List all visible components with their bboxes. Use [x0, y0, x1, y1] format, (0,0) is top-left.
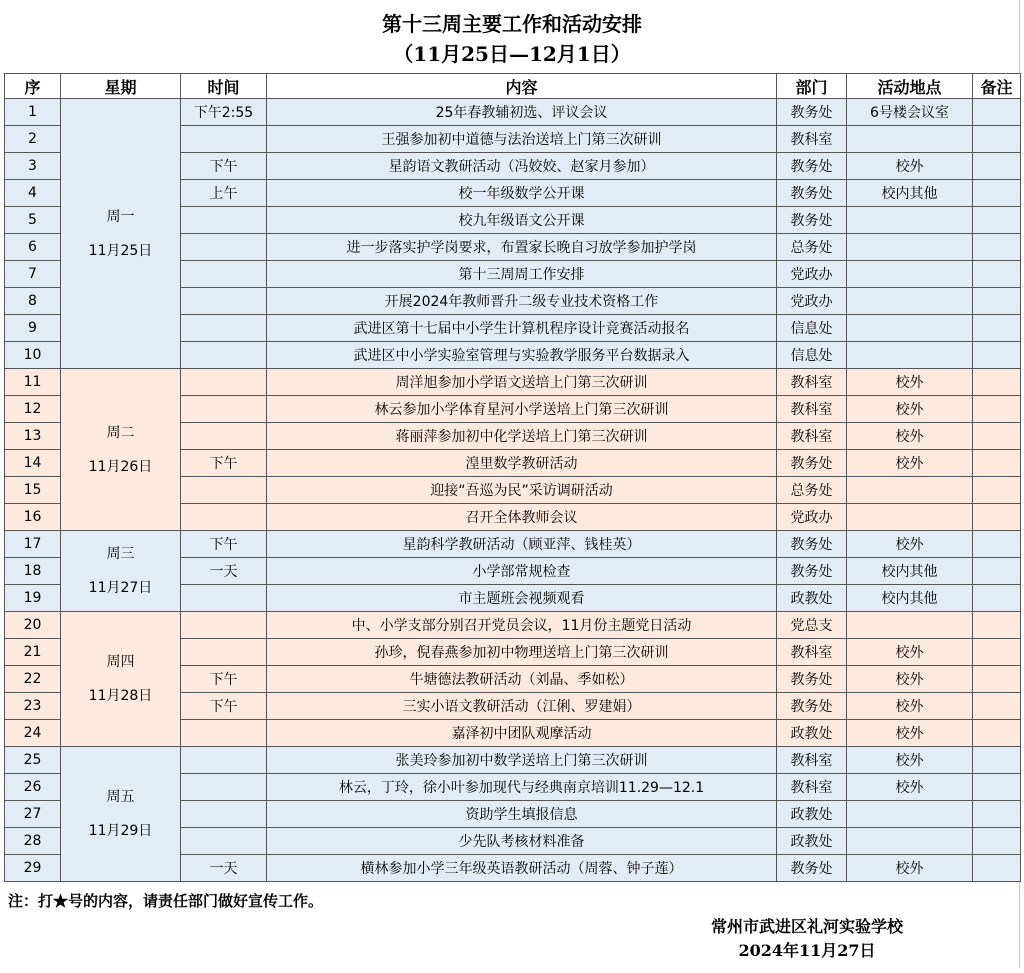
header-row — [5, 74, 1021, 99]
row-remark — [973, 801, 1021, 828]
day-cell — [61, 747, 181, 882]
row-dept: 党政办 — [777, 288, 847, 315]
row-location: 校外 — [847, 666, 973, 693]
row-time — [181, 720, 267, 747]
row-seq: 2 — [5, 126, 61, 153]
row-seq: 26 — [5, 774, 61, 801]
row-seq: 21 — [5, 639, 61, 666]
header-content: 内容 — [267, 74, 777, 99]
row-dept: 政教处 — [777, 585, 847, 612]
row-dept: 信息处 — [777, 342, 847, 369]
row-dept: 教务处 — [777, 531, 847, 558]
row-dept: 总务处 — [777, 234, 847, 261]
row-seq: 22 — [5, 666, 61, 693]
row-seq: 8 — [5, 288, 61, 315]
row-seq: 1 — [5, 99, 61, 126]
row-location — [847, 288, 973, 315]
row-location — [847, 126, 973, 153]
row-location — [847, 504, 973, 531]
day-name: 周五 — [106, 789, 135, 805]
row-content: 迎接“吾巡为民”采访调研活动 — [267, 477, 777, 504]
row-remark — [973, 720, 1021, 747]
row-location: 6号楼会议室 — [847, 99, 973, 126]
row-location — [847, 477, 973, 504]
row-location — [847, 234, 973, 261]
row-time — [181, 261, 267, 288]
row-time: 一天 — [181, 855, 267, 882]
row-content: 林云，丁玲，徐小叶参加现代与经典南京培训11.29—12.1 — [267, 774, 777, 801]
row-dept: 党总支 — [777, 612, 847, 639]
row-seq: 11 — [5, 369, 61, 396]
schedule-body — [5, 99, 1021, 882]
day-cell — [61, 99, 181, 369]
row-remark — [973, 126, 1021, 153]
row-time — [181, 423, 267, 450]
row-time — [181, 288, 267, 315]
school-name: 常州市武进区礼河实验学校 — [710, 917, 903, 936]
row-seq: 19 — [5, 585, 61, 612]
row-time — [181, 585, 267, 612]
row-time — [181, 612, 267, 639]
row-dept: 党政办 — [777, 504, 847, 531]
row-location: 校内其他 — [847, 585, 973, 612]
footnote: 注：打★号的内容，请责任部门做好宣传工作。 — [8, 892, 324, 910]
row-location: 校外 — [847, 369, 973, 396]
row-content: 武进区中小学实验室管理与实验教学服务平台数据录入 — [267, 342, 777, 369]
row-content: 校九年级语文公开课 — [267, 207, 777, 234]
row-location: 校外 — [847, 153, 973, 180]
row-content: 牛塘德法教研活动（刘晶、季如松） — [267, 666, 777, 693]
row-seq: 14 — [5, 450, 61, 477]
row-dept: 教务处 — [777, 558, 847, 585]
table-row — [5, 99, 1021, 126]
row-seq: 9 — [5, 315, 61, 342]
row-location: 校内其他 — [847, 180, 973, 207]
row-seq: 7 — [5, 261, 61, 288]
row-remark — [973, 747, 1021, 774]
row-seq: 10 — [5, 342, 61, 369]
row-dept: 政教处 — [777, 828, 847, 855]
row-seq: 16 — [5, 504, 61, 531]
row-remark — [973, 558, 1021, 585]
header-day: 星期 — [61, 74, 181, 99]
row-location: 校外 — [847, 423, 973, 450]
row-content: 开展2024年教师晋升二级专业技术资格工作 — [267, 288, 777, 315]
row-time: 下午 — [181, 666, 267, 693]
day-cell — [61, 531, 181, 612]
row-location: 校外 — [847, 396, 973, 423]
row-dept: 教务处 — [777, 855, 847, 882]
row-content: 武进区第十七届中小学生计算机程序设计竞赛活动报名 — [267, 315, 777, 342]
row-seq: 24 — [5, 720, 61, 747]
row-time: 下午 — [181, 450, 267, 477]
row-content: 校一年级数学公开课 — [267, 180, 777, 207]
row-time: 下午 — [181, 693, 267, 720]
row-time — [181, 774, 267, 801]
row-content: 小学部常规检查 — [267, 558, 777, 585]
row-seq: 29 — [5, 855, 61, 882]
row-remark — [973, 639, 1021, 666]
row-remark — [973, 153, 1021, 180]
row-remark — [973, 288, 1021, 315]
row-location: 校外 — [847, 450, 973, 477]
row-location: 校外 — [847, 639, 973, 666]
row-time — [181, 747, 267, 774]
row-content: 进一步落实护学岗要求，布置家长晚自习放学参加护学岗 — [267, 234, 777, 261]
row-dept: 教科室 — [777, 369, 847, 396]
row-location — [847, 342, 973, 369]
row-dept: 信息处 — [777, 315, 847, 342]
row-time — [181, 126, 267, 153]
row-dept: 教务处 — [777, 99, 847, 126]
header-remark: 备注 — [973, 74, 1021, 99]
row-seq: 6 — [5, 234, 61, 261]
row-remark — [973, 234, 1021, 261]
row-location — [847, 261, 973, 288]
row-seq: 25 — [5, 747, 61, 774]
row-content: 25年春教辅初选、评议会议 — [267, 99, 777, 126]
row-location — [847, 612, 973, 639]
row-content: 资助学生填报信息 — [267, 801, 777, 828]
row-dept: 政教处 — [777, 801, 847, 828]
row-dept: 总务处 — [777, 477, 847, 504]
row-time — [181, 342, 267, 369]
row-location — [847, 315, 973, 342]
row-time — [181, 801, 267, 828]
row-seq: 20 — [5, 612, 61, 639]
row-remark — [973, 342, 1021, 369]
schedule-table — [4, 73, 1021, 882]
row-remark — [973, 396, 1021, 423]
day-date: 11月25日 — [88, 242, 153, 259]
row-content: 中、小学支部分别召开党员会议，11月份主题党日活动 — [267, 612, 777, 639]
row-content: 横林参加小学三年级英语教研活动（周蓉、钟子莲） — [267, 855, 777, 882]
row-content: 少先队考核材料准备 — [267, 828, 777, 855]
row-location: 校外 — [847, 855, 973, 882]
row-content: 王强参加初中道德与法治送培上门第三次研训 — [267, 126, 777, 153]
row-time: 下午 — [181, 531, 267, 558]
day-name: 周二 — [106, 424, 135, 441]
row-remark — [973, 666, 1021, 693]
row-content: 星韵语文教研活动（冯姣姣、赵家月参加） — [267, 153, 777, 180]
day-cell — [61, 369, 181, 531]
header-location: 活动地点 — [847, 74, 973, 99]
header-seq: 序 — [5, 74, 61, 99]
row-remark — [973, 855, 1021, 882]
row-content: 湟里数学教研活动 — [267, 450, 777, 477]
row-remark — [973, 693, 1021, 720]
row-seq: 18 — [5, 558, 61, 585]
row-seq: 27 — [5, 801, 61, 828]
row-content: 召开全体教师会议 — [267, 504, 777, 531]
row-seq: 3 — [5, 153, 61, 180]
row-time — [181, 234, 267, 261]
row-dept: 教科室 — [777, 774, 847, 801]
row-time: 下午 — [181, 153, 267, 180]
row-seq: 28 — [5, 828, 61, 855]
row-seq: 12 — [5, 396, 61, 423]
row-remark — [973, 261, 1021, 288]
row-dept: 教务处 — [777, 207, 847, 234]
row-remark — [973, 369, 1021, 396]
row-location — [847, 207, 973, 234]
row-time: 一天 — [181, 558, 267, 585]
row-time — [181, 639, 267, 666]
row-content: 三实小语文教研活动（江俐、罗建娟） — [267, 693, 777, 720]
page-title: 第十三周主要工作和活动安排 — [382, 12, 642, 36]
row-remark — [973, 423, 1021, 450]
row-location: 校外 — [847, 531, 973, 558]
row-dept: 教务处 — [777, 666, 847, 693]
row-content: 周洋旭参加小学语文送培上门第三次研训 — [267, 369, 777, 396]
table-row — [5, 531, 1021, 558]
row-remark — [973, 450, 1021, 477]
row-remark — [973, 828, 1021, 855]
row-remark — [973, 612, 1021, 639]
row-remark — [973, 207, 1021, 234]
row-location — [847, 828, 973, 855]
row-dept: 教科室 — [777, 423, 847, 450]
row-time — [181, 315, 267, 342]
row-remark — [973, 315, 1021, 342]
row-content: 星韵科学教研活动（顾亚萍、钱桂英） — [267, 531, 777, 558]
row-time — [181, 828, 267, 855]
row-seq: 23 — [5, 693, 61, 720]
row-time — [181, 207, 267, 234]
row-time — [181, 396, 267, 423]
row-content: 蒋丽萍参加初中化学送培上门第三次研训 — [267, 423, 777, 450]
table-row — [5, 747, 1021, 774]
row-content: 市主题班会视频观看 — [267, 585, 777, 612]
row-location: 校外 — [847, 774, 973, 801]
day-cell — [61, 612, 181, 747]
row-time: 上午 — [181, 180, 267, 207]
row-dept: 教务处 — [777, 180, 847, 207]
row-content: 张美玲参加初中数学送培上门第三次研训 — [267, 747, 777, 774]
row-remark — [973, 504, 1021, 531]
page-subtitle: （11月25日—12月1日） — [393, 42, 631, 66]
row-time — [181, 504, 267, 531]
row-location: 校内其他 — [847, 558, 973, 585]
day-date: 11月29日 — [88, 823, 153, 839]
row-dept: 教务处 — [777, 450, 847, 477]
row-remark — [973, 774, 1021, 801]
row-content: 孙珍，倪春燕参加初中物理送培上门第三次研训 — [267, 639, 777, 666]
row-dept: 政教处 — [777, 720, 847, 747]
day-name: 周一 — [106, 208, 135, 225]
row-time — [181, 477, 267, 504]
day-name: 周四 — [106, 654, 135, 670]
row-content: 嘉泽初中团队观摩活动 — [267, 720, 777, 747]
row-time — [181, 369, 267, 396]
row-location: 校外 — [847, 747, 973, 774]
row-dept: 教务处 — [777, 153, 847, 180]
table-row — [5, 612, 1021, 639]
row-time: 下午2:55 — [181, 99, 267, 126]
row-seq: 4 — [5, 180, 61, 207]
row-dept: 教务处 — [777, 693, 847, 720]
issue-date: 2024年11月27日 — [738, 941, 876, 960]
row-dept: 教科室 — [777, 126, 847, 153]
row-dept: 党政办 — [777, 261, 847, 288]
row-content: 第十三周周工作安排 — [267, 261, 777, 288]
row-seq: 15 — [5, 477, 61, 504]
day-date: 11月28日 — [88, 688, 153, 704]
row-remark — [973, 477, 1021, 504]
row-remark — [973, 585, 1021, 612]
header-dept: 部门 — [777, 74, 847, 99]
day-name: 周三 — [106, 546, 135, 562]
row-remark — [973, 531, 1021, 558]
row-remark — [973, 99, 1021, 126]
row-dept: 教科室 — [777, 396, 847, 423]
row-dept: 教科室 — [777, 747, 847, 774]
row-seq: 17 — [5, 531, 61, 558]
row-location: 校外 — [847, 693, 973, 720]
row-location — [847, 801, 973, 828]
table-row — [5, 369, 1021, 396]
row-remark — [973, 180, 1021, 207]
row-seq: 13 — [5, 423, 61, 450]
header-time: 时间 — [181, 74, 267, 99]
row-dept: 教科室 — [777, 639, 847, 666]
day-date: 11月26日 — [88, 458, 153, 475]
row-content: 林云参加小学体育星河小学送培上门第三次研训 — [267, 396, 777, 423]
row-seq: 5 — [5, 207, 61, 234]
day-date: 11月27日 — [88, 580, 153, 596]
row-location: 校外 — [847, 720, 973, 747]
